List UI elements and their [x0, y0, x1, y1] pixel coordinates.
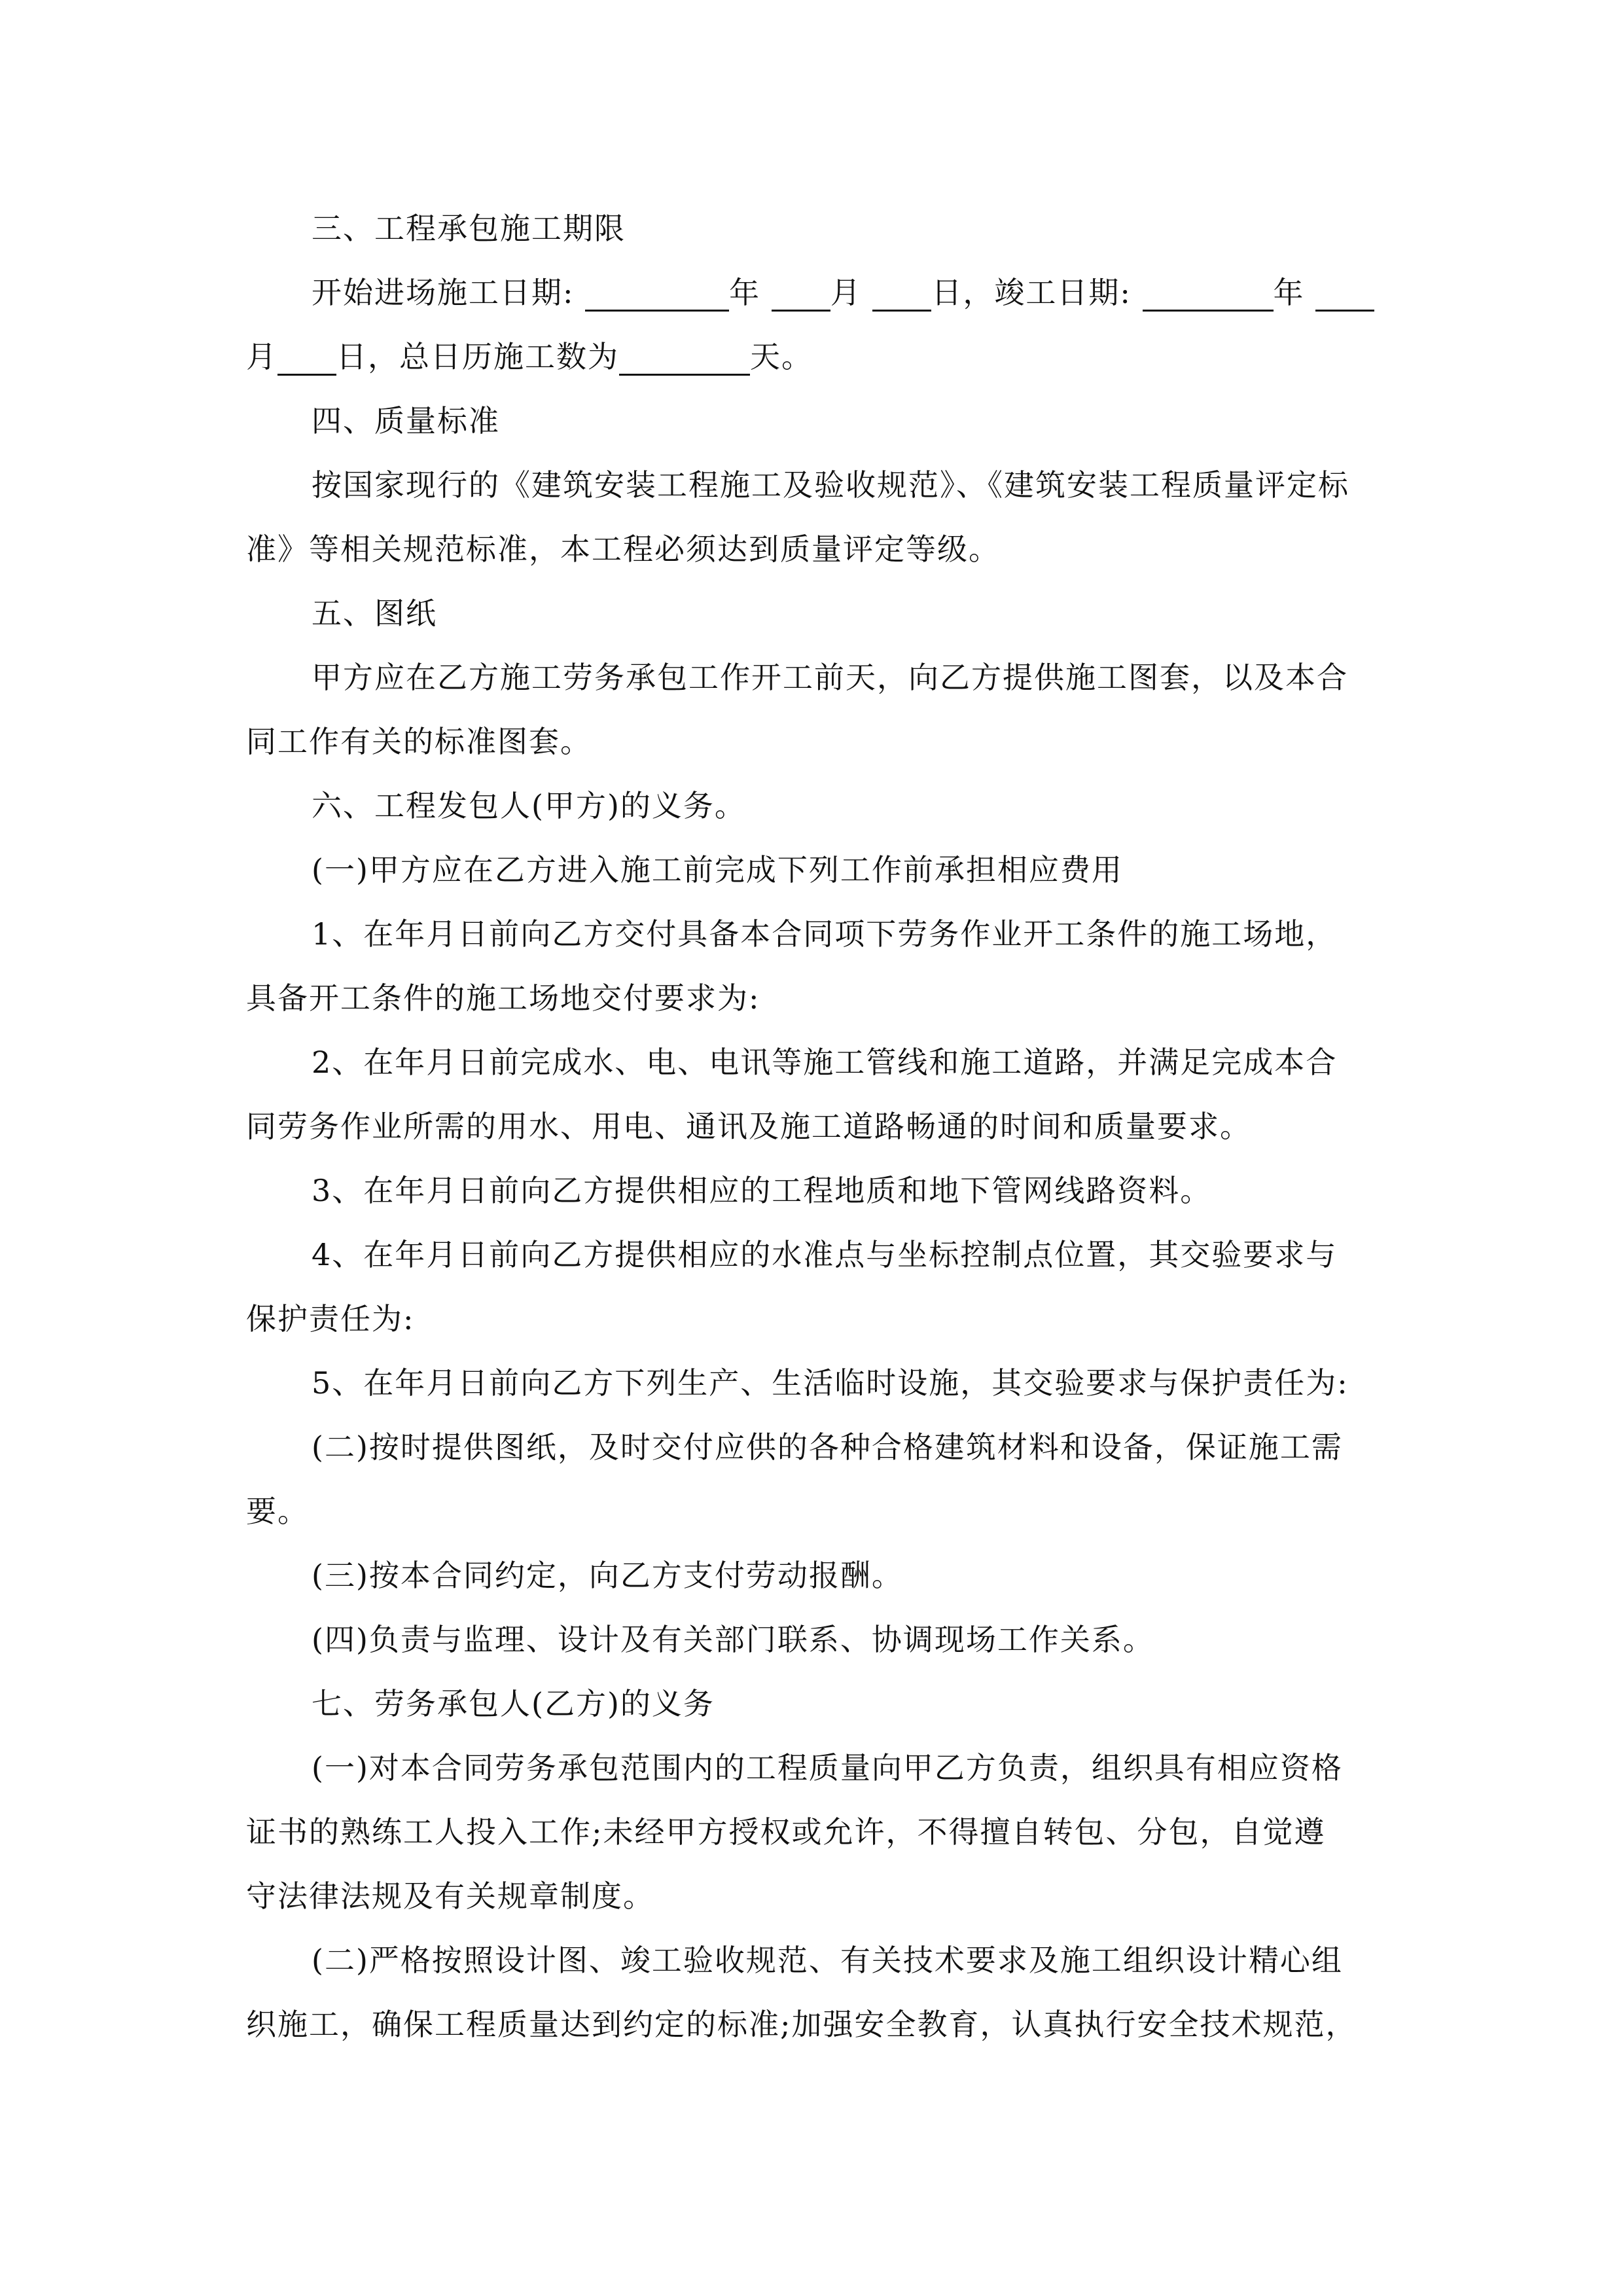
section-7-sub-2-line-2: 织施工，确保工程质量达到约定的标准;加强安全教育，认真执行安全技术规范， — [246, 2007, 1357, 2042]
section-3-heading: 三、工程承包施工期限 — [312, 211, 626, 246]
start-day-blank — [872, 269, 931, 312]
start-year-unit: 年 — [729, 275, 761, 310]
section-6-item-1-line-2: 具备开工条件的施工场地交付要求为: — [246, 980, 760, 1016]
start-month-unit: 月 — [830, 275, 862, 310]
section-4-paragraph-line-2: 准》等相关规范标准，本工程必须达到质量评定等级。 — [246, 531, 1000, 567]
section-6-item-2-line-1: 2、在年月日前完成水、电、电讯等施工管线和施工道路，并满足完成本合 — [312, 1045, 1338, 1080]
finish-day-unit: 日， — [336, 339, 399, 374]
section-6-item-2-line-2: 同劳务作业所需的用水、用电、通讯及施工道路畅通的时间和质量要求。 — [246, 1109, 1251, 1144]
section-6-heading: 六、工程发包人(甲方)的义务。 — [312, 788, 746, 823]
section-4-heading: 四、质量标准 — [312, 403, 500, 439]
start-month-blank — [772, 269, 830, 312]
section-6-item-4-line-1: 4、在年月日前向乙方提供相应的水准点与坐标控制点位置，其交验要求与 — [312, 1237, 1338, 1272]
section-6-item-1-line-1: 1、在年月日前向乙方交付具备本合同项下劳务作业开工条件的施工场地， — [312, 916, 1338, 952]
total-days-label: 总日历施工数为 — [399, 339, 619, 374]
section-6-sub-2-line-2: 要。 — [246, 1494, 309, 1529]
finish-date-line-2 — [246, 325, 1378, 389]
finish-month-tail-blank — [1315, 269, 1374, 312]
section-5-heading: 五、图纸 — [312, 596, 437, 631]
section-6-item-5: 5、在年月日前向乙方下列生产、生活临时设施，其交验要求与保护责任为: — [312, 1365, 1349, 1401]
section-7-sub-1-line-3: 守法律法规及有关规章制度。 — [246, 1878, 654, 1914]
section-6-item-3: 3、在年月日前向乙方提供相应的工程地质和地下管网线路资料。 — [312, 1173, 1212, 1208]
finish-date-label: 竣工日期: — [994, 275, 1132, 310]
section-7-sub-1-line-1: (一)对本合同劳务承包范围内的工程质量向甲乙方负责，组织具有相应资格 — [312, 1750, 1343, 1785]
start-date-line — [246, 260, 1378, 325]
finish-day-blank — [277, 333, 336, 376]
total-days-unit: 天。 — [750, 339, 813, 374]
section-7-sub-1-line-2: 证书的熟练工人投入工作;未经甲方授权或允许，不得擅自转包、分包，自觉遵 — [246, 1814, 1326, 1850]
section-5-paragraph-line-1: 甲方应在乙方施工劳务承包工作开工前天，向乙方提供施工图套，以及本合 — [312, 660, 1348, 695]
section-6-sub-2-line-1: (二)按时提供图纸，及时交付应供的各种合格建筑材料和设备，保证施工需 — [312, 1429, 1343, 1465]
start-day-unit: 日， — [931, 275, 995, 310]
finish-month-unit: 月 — [246, 339, 277, 374]
start-date-label: 开始进场施工日期: — [312, 275, 575, 310]
document-body — [246, 196, 1378, 2056]
section-5-paragraph-line-2: 同工作有关的标准图套。 — [246, 724, 592, 759]
total-days-blank — [619, 333, 750, 376]
start-year-blank — [585, 269, 729, 312]
section-6-sub-1: (一)甲方应在乙方进入施工前完成下列工作前承担相应费用 — [312, 852, 1123, 888]
section-6-item-4-line-2: 保护责任为: — [246, 1301, 415, 1336]
section-6-sub-3: (三)按本合同约定，向乙方支付劳动报酬。 — [312, 1558, 903, 1593]
section-7-heading: 七、劳务承包人(乙方)的义务 — [312, 1686, 715, 1721]
section-7-sub-2-line-1: (二)严格按照设计图、竣工验收规范、有关技术要求及施工组织设计精心组 — [312, 1943, 1343, 1978]
finish-year-blank — [1143, 269, 1274, 312]
section-6-sub-4: (四)负责与监理、设计及有关部门联系、协调现场工作关系。 — [312, 1622, 1154, 1657]
finish-year-unit: 年 — [1273, 275, 1305, 310]
section-4-paragraph-line-1: 按国家现行的《建筑安装工程施工及验收规范》、《建筑安装工程质量评定标 — [312, 467, 1349, 503]
